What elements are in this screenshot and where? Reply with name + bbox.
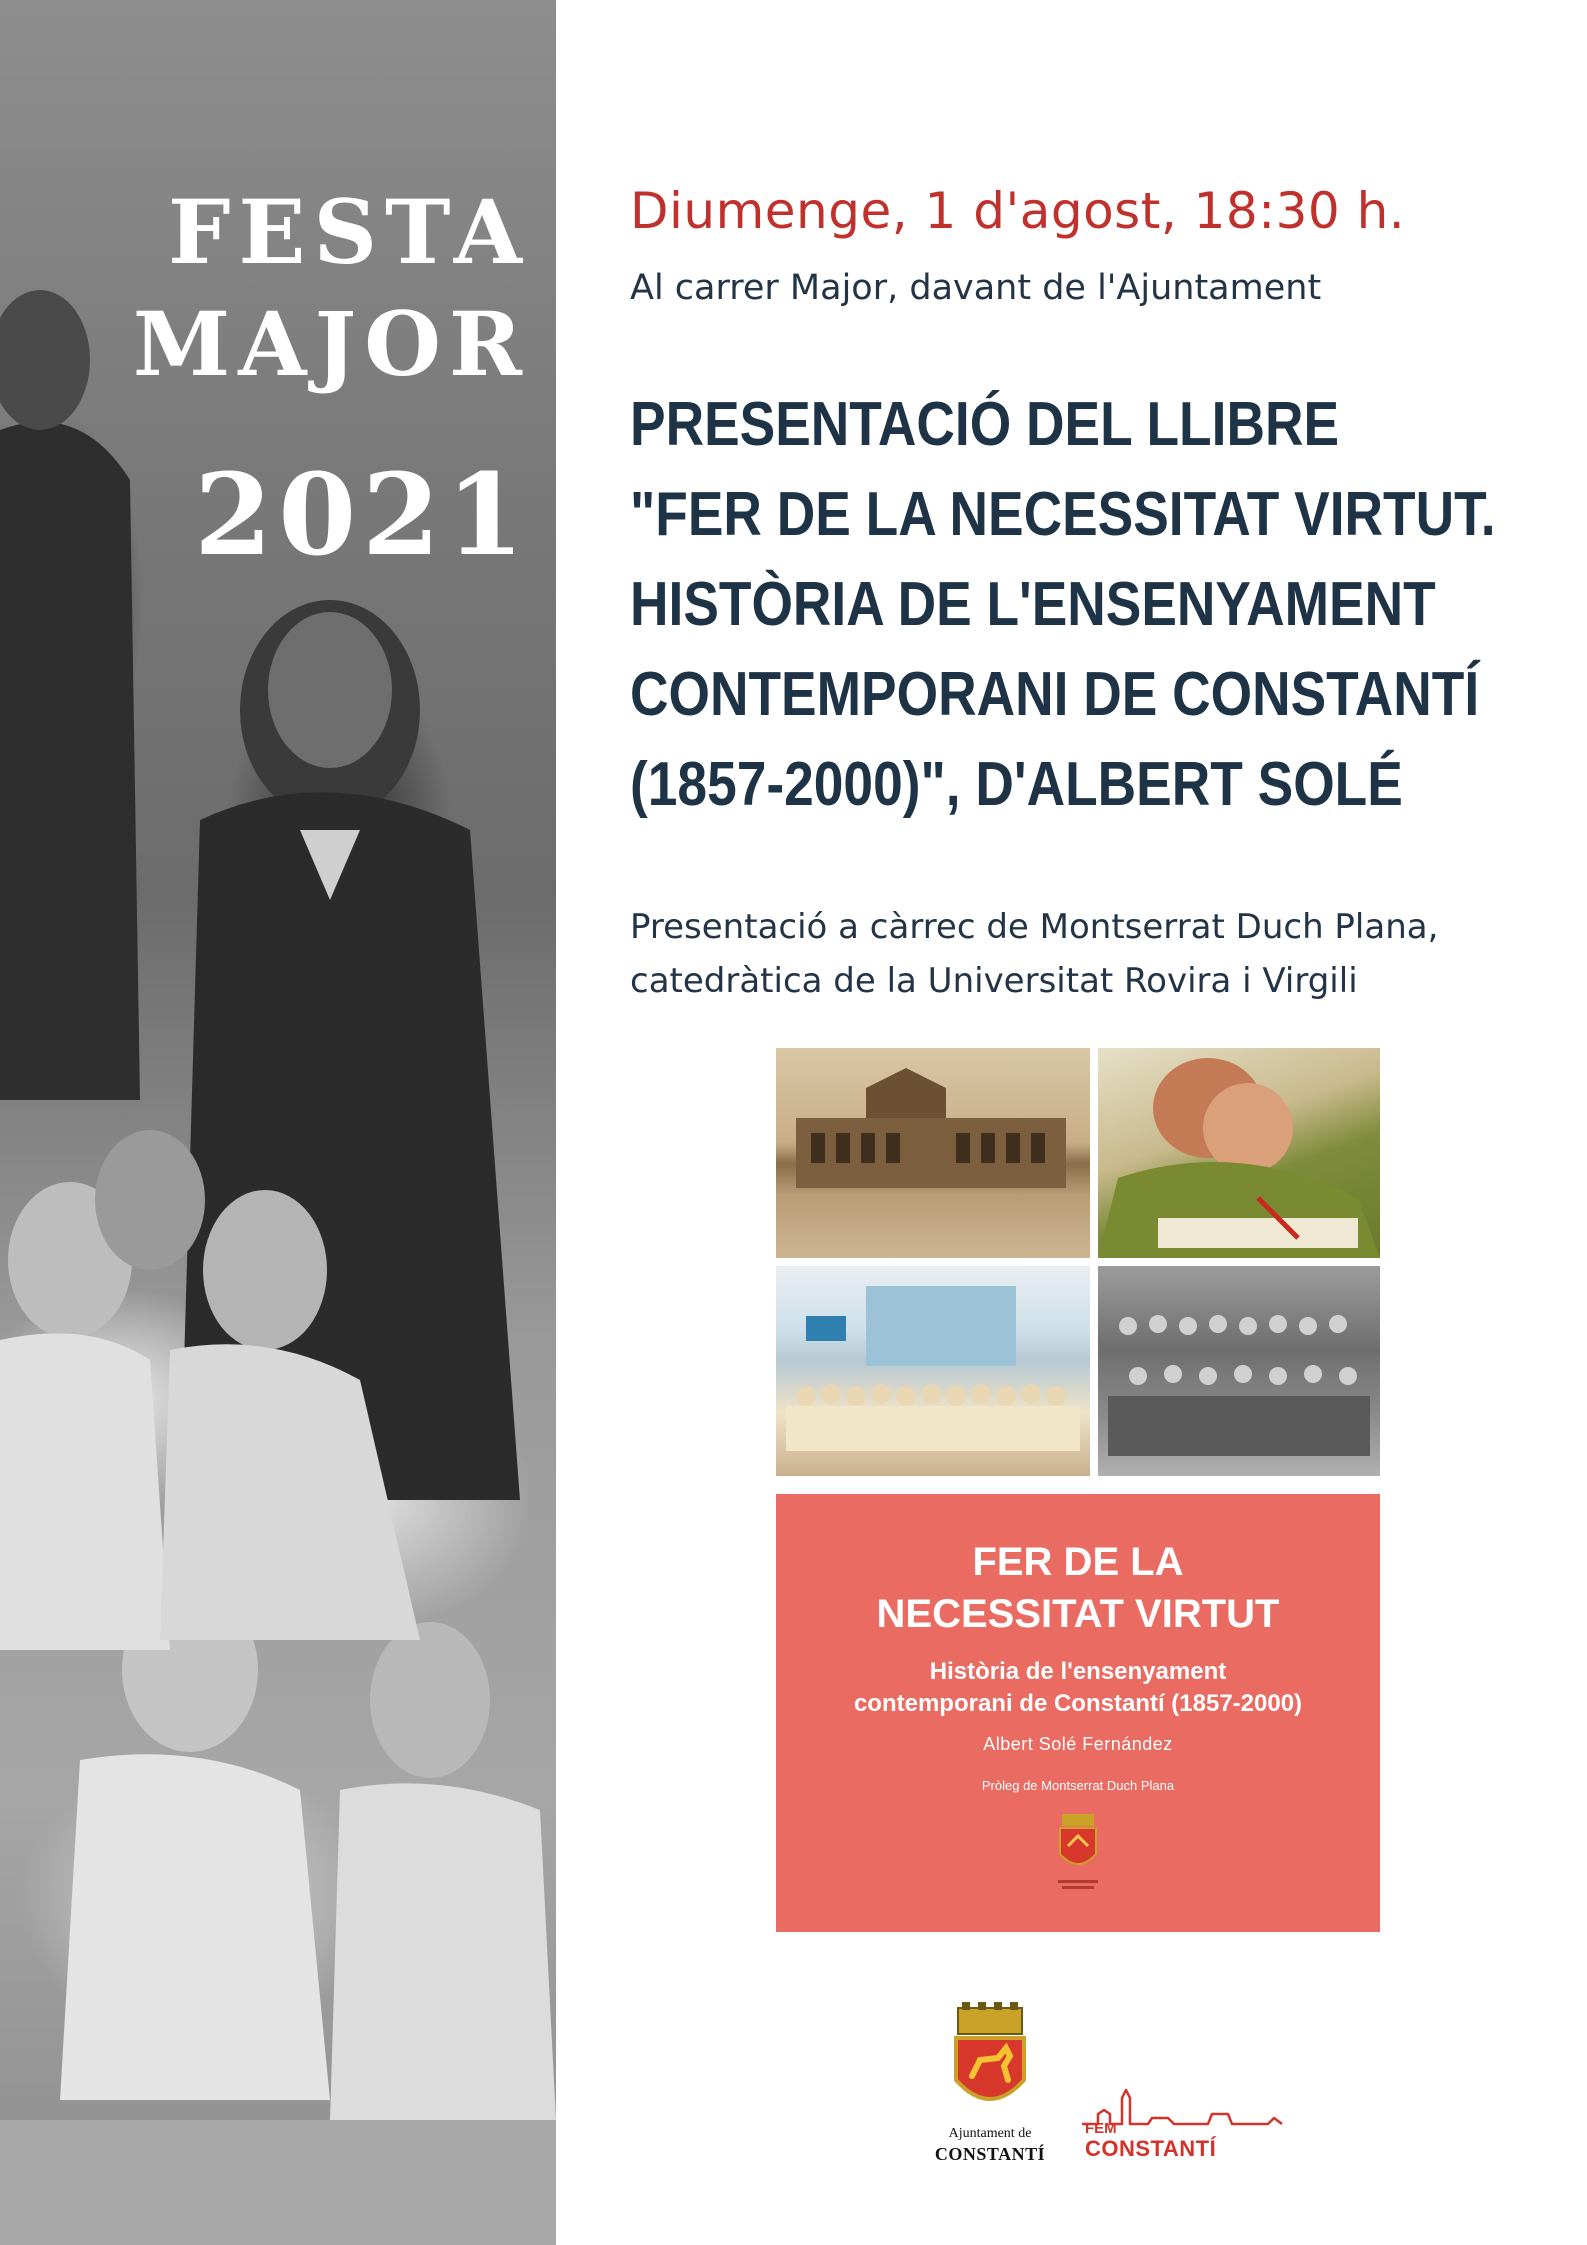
presenter-info	[630, 900, 1438, 1008]
cover-photo-school-building	[776, 1048, 1090, 1258]
cover-title-line: NECESSITAT VIRTUT	[876, 1592, 1280, 1636]
festa-year: 2021	[194, 450, 530, 581]
cover-subtitle	[776, 1656, 1380, 1720]
cover-photo-classroom	[776, 1266, 1090, 1476]
fem-label: FEM	[1085, 2120, 1117, 2137]
festa-title-line2: MAJOR	[132, 292, 530, 396]
cover-subtitle-line: contemporani de Constantí (1857-2000)	[853, 1690, 1303, 1717]
headline-line: CONTEMPORANI DE CONSTANTÍ	[630, 660, 1480, 729]
presenter-line: Presentació a càrrec de Montserrat Duch Plana,	[630, 907, 1439, 947]
cover-title-line: FER DE LA	[972, 1540, 1184, 1584]
cover-title-block	[776, 1494, 1380, 1932]
headline-line: HISTÒRIA DE L'ENSENYAMENT	[630, 570, 1436, 639]
headline-line: "FER DE LA NECESSITAT VIRTUT.	[630, 480, 1496, 549]
presenter-line: catedràtica de la Universitat Rovira i Virgili	[630, 961, 1358, 1001]
cover-prolog: Pròleg de Montserrat Duch Plana	[981, 1778, 1175, 1793]
cover-photo-class-group	[1098, 1266, 1380, 1476]
coat-of-arms-icon	[948, 2000, 1032, 2120]
cover-coat-of-arms-icon	[1054, 1810, 1102, 1900]
fem-constanti-name: CONSTANTÍ	[1085, 2136, 1217, 2161]
cover-subtitle-line: Història de l'ensenyament	[929, 1658, 1227, 1685]
headline-line: (1857-2000)", D'ALBERT SOLÉ	[630, 750, 1403, 819]
cover-photo-poster	[1098, 1048, 1380, 1258]
ajuntament-label: Ajuntament de	[948, 2126, 1032, 2141]
ajuntament-name: CONSTANTÍ	[934, 2144, 1046, 2164]
headline	[630, 380, 1496, 830]
historical-photo	[0, 0, 556, 2245]
headline-line: PRESENTACIÓ DEL LLIBRE	[630, 390, 1340, 459]
cover-title	[776, 1536, 1380, 1640]
event-location: Al carrer Major, davant de l'Ajuntament	[630, 268, 1322, 308]
festa-title-line1: FESTA	[167, 180, 530, 284]
event-date: Diumenge, 1 d'agost, 18:30 h.	[630, 182, 1406, 240]
cover-author: Albert Solé Fernández	[983, 1734, 1173, 1754]
book-cover	[776, 1048, 1380, 1932]
